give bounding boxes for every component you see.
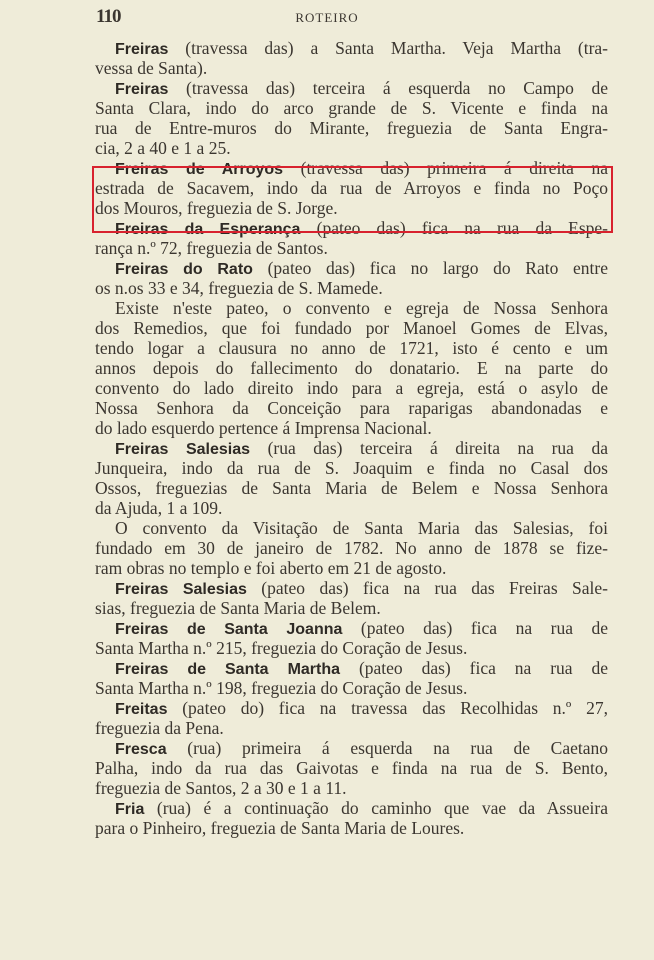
line-text: convento do lado direito indo para a egreja, está o asylo de [95, 378, 608, 398]
line-text: (pateo das) fica na rua das Freiras Sale- [246, 578, 608, 598]
text-line [95, 598, 608, 618]
entry-line [95, 438, 608, 458]
text-line [95, 818, 608, 838]
line-text: tendo logar a clausura no anno de 1721, isto é cento e um [95, 338, 608, 358]
text-line [95, 478, 608, 498]
text-line [95, 418, 608, 438]
text-line [95, 538, 608, 558]
line-text: (rua) primeira á esquerda na rua de Caetano [166, 738, 608, 758]
entry-heading: Freiras [115, 81, 169, 98]
line-text: annos depois do fallecimento do donatario. E na parte do [95, 358, 608, 378]
line-text: rua de Entre-muros do Mirante, freguezia de Santa Engra- [95, 118, 608, 138]
text-line [95, 98, 608, 118]
line-text: (pateo das) fica na rua de [342, 618, 609, 638]
text-line [95, 238, 608, 258]
entry-line [95, 798, 608, 818]
line-text: Palha, indo da rua das Gaivotas e finda na rua de S. Bento, [95, 758, 608, 778]
entry-heading: Freitas [115, 701, 168, 718]
line-text: da Ajuda, 1 a 109. [95, 498, 223, 518]
line-text: fundado em 30 de janeiro de 1782. No anno de 1878 se fize- [95, 538, 608, 558]
line-text: Nossa Senhora da Conceição para raparigas abandonadas e [95, 398, 608, 418]
entry-line [95, 38, 608, 58]
entry-heading: Freiras de Arroyos [115, 161, 284, 178]
running-title: ROTEIRO [295, 10, 359, 25]
text-line [95, 338, 608, 358]
line-text: estrada de Sacavem, indo da rua de Arroyos e finda no Poço [95, 178, 608, 198]
entry-heading: Freiras de Santa Joanna [115, 621, 343, 638]
page-number: 110 [96, 6, 121, 27]
line-text: (pateo das) fica na rua de [340, 658, 609, 678]
entry-line [95, 658, 608, 678]
text-line [95, 518, 608, 538]
line-text: ram obras no templo e foi aberto em 21 de agosto. [95, 558, 447, 578]
text-line [95, 758, 608, 778]
entry-line [95, 618, 608, 638]
entry-heading: Freiras Salesias [115, 441, 251, 458]
line-text: os n.os 33 e 34, freguezia de S. Mamede. [95, 278, 383, 298]
line-text: (pateo das) fica na rua da Espe- [300, 218, 608, 238]
line-text: freguezia da Pena. [95, 718, 224, 738]
line-text: (travessa das) terceira á esquerda no Campo de [168, 78, 608, 98]
line-text: Ossos, freguezias de Santa Maria de Belem e Nossa Senhora [95, 478, 608, 498]
text-line [95, 558, 608, 578]
entry-line [95, 258, 608, 278]
text-line [95, 458, 608, 478]
document-body [95, 38, 608, 838]
entry-line [95, 78, 608, 98]
text-line [95, 778, 608, 798]
text-line [95, 678, 608, 698]
line-text: para o Pinheiro, freguezia de Santa Maria de Loures. [95, 818, 465, 838]
line-text: Existe n'este pateo, o convento e egreja de Nossa Senhora [115, 298, 608, 318]
text-line [95, 378, 608, 398]
text-line [95, 278, 608, 298]
text-line [95, 298, 608, 318]
line-text: dos Mouros, freguezia de S. Jorge. [95, 198, 338, 218]
entry-line [95, 698, 608, 718]
line-text: (pateo do) fica na travessa das Recolhidas n.º 27, [167, 698, 608, 718]
text-line [95, 138, 608, 158]
entry-line [95, 738, 608, 758]
line-text: (rua das) terceira á direita na rua da [250, 438, 609, 458]
line-text: vessa de Santa). [95, 58, 208, 78]
text-line [95, 358, 608, 378]
entry-line [95, 578, 608, 598]
text-line [95, 638, 608, 658]
text-line [95, 118, 608, 138]
text-line [95, 498, 608, 518]
line-text: Santa Martha n.º 215, freguezia do Coração de Jesus. [95, 638, 468, 658]
entry-heading: Fresca [115, 741, 167, 758]
text-line [95, 398, 608, 418]
line-text: Junqueira, indo da rua de S. Joaquim e finda no Casal dos [95, 458, 608, 478]
entry-heading: Freiras da Esperança [115, 221, 301, 238]
line-text: (travessa das) primeira á direita na [283, 158, 609, 178]
entry-heading: Freiras de Santa Martha [115, 661, 341, 678]
entry-heading: Freiras Salesias [115, 581, 247, 598]
line-text: do lado esquerdo pertence á Imprensa Nacional. [95, 418, 432, 438]
entry-heading: Freiras do Rato [115, 261, 253, 278]
line-text: cia, 2 a 40 e 1 a 25. [95, 138, 231, 158]
text-line [95, 58, 608, 78]
line-text: Santa Martha n.º 198, freguezia do Coração de Jesus. [95, 678, 468, 698]
line-text: freguezia de Santos, 2 a 30 e 1 a 11. [95, 778, 347, 798]
line-text: O convento da Visitação de Santa Maria das Salesias, foi [115, 518, 608, 538]
line-text: (travessa das) a Santa Martha. Veja Martha (tra- [168, 38, 608, 58]
line-text: sias, freguezia de Santa Maria de Belem. [95, 598, 381, 618]
line-text: rança n.º 72, freguezia de Santos. [95, 238, 328, 258]
line-text: dos Remedios, que foi fundado por Manoel Gomes de Elvas, [95, 318, 608, 338]
entry-heading: Freiras [115, 41, 169, 58]
text-line [95, 718, 608, 738]
line-text: (pateo das) fica no largo do Rato entre [252, 258, 608, 278]
entry-heading: Fria [115, 801, 145, 818]
line-text: Santa Clara, indo do arco grande de S. Vicente e finda na [95, 98, 608, 118]
highlight-box [92, 166, 613, 233]
line-text: (rua) é a continuação do caminho que vae da Assueira [144, 798, 608, 818]
text-line [95, 318, 608, 338]
